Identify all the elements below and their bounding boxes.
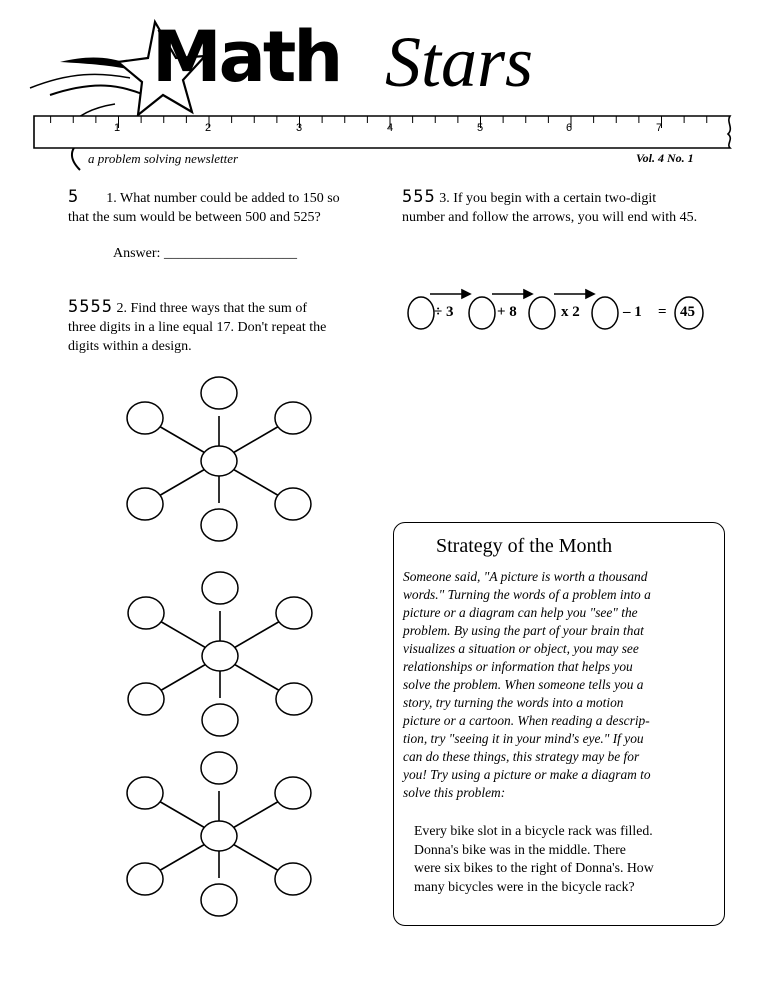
question-1-line-2: that the sum would be between 500 and 525?: [68, 210, 321, 225]
digit-circle[interactable]: [127, 777, 163, 809]
digit-circle[interactable]: [202, 704, 238, 736]
difficulty-stars: 5555: [68, 297, 113, 317]
digit-circle[interactable]: [128, 597, 164, 629]
digit-circle[interactable]: [127, 863, 163, 895]
digit-design-1: [127, 377, 311, 541]
digit-design-2: [128, 572, 312, 736]
digit-circle[interactable]: [275, 863, 311, 895]
arrow-1: [430, 290, 470, 298]
center-digit-circle[interactable]: [202, 641, 238, 671]
problem-line: many bicycles were in the bicycle rack?: [414, 878, 635, 894]
logo-math-text: Math: [152, 16, 341, 98]
question-2-line-3: digits within a design.: [68, 339, 192, 354]
question-number: 1.: [106, 191, 117, 206]
strategy-line: story, try turning the words into a motion: [403, 695, 624, 710]
digit-circle[interactable]: [201, 377, 237, 409]
question-text: If you begin with a certain two-digit: [453, 191, 657, 206]
ruler-number-2: 2: [205, 122, 212, 134]
digit-circle[interactable]: [201, 884, 237, 916]
question-text: What number could be added to 150 so: [120, 191, 340, 206]
digit-circle[interactable]: [127, 402, 163, 434]
question-number: 2.: [116, 301, 127, 316]
ruler-number-1: 1: [114, 122, 121, 134]
difficulty-stars: 5: [68, 187, 80, 207]
result-value: 45: [680, 304, 695, 320]
strategy-problem: [414, 822, 710, 896]
operation-divide: ÷ 3: [434, 304, 454, 320]
question-number: 3.: [439, 191, 450, 206]
question-3: [402, 188, 732, 227]
ruler-number-4: 4: [387, 122, 394, 134]
ruler-number-7: 7: [656, 122, 663, 134]
operation-add: + 8: [497, 304, 517, 320]
digit-circle[interactable]: [128, 683, 164, 715]
volume-number: Vol. 4 No. 1: [636, 151, 694, 165]
problem-line: Every bike slot in a bicycle rack was filled.: [414, 823, 653, 838]
strategy-title: Strategy of the Month: [436, 535, 613, 557]
strategy-line: tion, try "seeing it in your mind's eye." If you: [403, 731, 644, 746]
strategy-line: problem. By using the part of your brain that: [403, 623, 644, 638]
answer-blank[interactable]: ___________________: [163, 246, 297, 261]
answer-label: Answer:: [113, 246, 161, 261]
strategy-line: Someone said, "A picture is worth a thousand: [403, 569, 648, 584]
strategy-line: solve the problem. When someone tells you a: [403, 677, 644, 692]
digit-circle[interactable]: [276, 597, 312, 629]
strategy-line: can do these things, this strategy may be for: [403, 749, 640, 764]
strategy-line: visualizes a situation or object, you may see: [403, 641, 639, 656]
blank-circle-3[interactable]: [529, 297, 555, 329]
digit-circle[interactable]: [202, 572, 238, 604]
problem-line: Donna's bike was in the middle. There: [414, 841, 626, 857]
strategy-body: [403, 568, 713, 802]
ruler-number-5: 5: [477, 122, 484, 134]
blank-circle-2[interactable]: [469, 297, 495, 329]
ruler-number-6: 6: [566, 122, 573, 134]
strategy-line: relationships or information that helps you: [403, 659, 633, 674]
digit-circle[interactable]: [127, 488, 163, 520]
ruler-number-3: 3: [296, 122, 303, 134]
equals-sign: =: [658, 304, 667, 320]
digit-circle[interactable]: [276, 683, 312, 715]
question-3-line-2: number and follow the arrows, you will end with 45.: [402, 210, 698, 225]
digit-circle[interactable]: [275, 402, 311, 434]
center-digit-circle[interactable]: [201, 446, 237, 476]
strategy-line: you! Try using a picture or make a diagram to: [403, 767, 651, 782]
logo-stars-text: Stars: [385, 22, 534, 102]
arrow-2: [492, 290, 532, 298]
center-digit-circle[interactable]: [201, 821, 237, 851]
digit-circle[interactable]: [201, 509, 237, 541]
strategy-line: picture or a diagram can help you "see" the: [403, 605, 638, 620]
digit-circle[interactable]: [275, 488, 311, 520]
problem-line: were six bikes to the right of Donna's. How: [414, 860, 654, 875]
question-text: Find three ways that the sum of: [130, 301, 307, 316]
digit-design-3: [127, 752, 311, 916]
blank-circle-4[interactable]: [592, 297, 618, 329]
strategy-line: solve this problem:: [403, 785, 506, 800]
tagline: a problem solving newsletter: [88, 151, 239, 166]
digit-circle[interactable]: [275, 777, 311, 809]
question-3-line-1: [402, 188, 732, 208]
strategy-line: picture or a cartoon. When reading a descrip-: [403, 713, 650, 728]
digit-circle[interactable]: [201, 752, 237, 784]
question-2-line-2: three digits in a line equal 17. Don't repeat the: [68, 320, 327, 335]
blank-circle-1[interactable]: [408, 297, 434, 329]
operation-multiply: x 2: [561, 304, 580, 320]
operation-subtract: – 1: [623, 304, 642, 320]
arrow-3: [554, 290, 594, 298]
difficulty-stars: 555: [402, 187, 436, 207]
strategy-line: words." Turning the words of a problem into a: [403, 587, 651, 602]
